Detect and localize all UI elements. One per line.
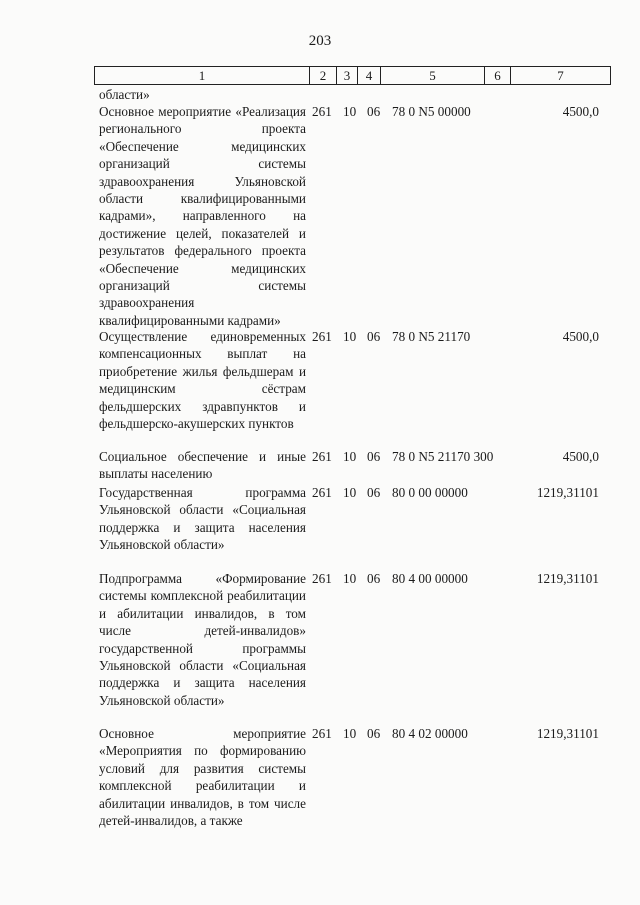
table-header	[94, 66, 611, 85]
row-code-3: 10	[343, 449, 357, 464]
row-description: Государственная программа Ульяновской области «Социальная поддержка и защита населения Ульяновской области»	[99, 485, 306, 553]
row-code-3: 10	[343, 329, 357, 344]
row-amount: 1219,31101	[536, 485, 599, 500]
row-description: Социальное обеспечение и иные выплаты населению	[99, 449, 306, 482]
row-code-4: 06	[367, 726, 381, 741]
row-code-2: 261	[312, 726, 332, 741]
header-col-7: 7	[510, 67, 610, 84]
row-amount: 1219,31101	[536, 726, 599, 741]
row-code-5: 80 4 02 00000	[392, 726, 468, 741]
row-code-2: 261	[312, 329, 332, 344]
page-number: 203	[308, 33, 332, 49]
row-amount: 4500,0	[562, 104, 599, 119]
header-col-3: 3	[336, 67, 357, 84]
row-description: Осуществление единовременных компенсационных выплат на приобретение жилья фельдшерам и медицинским сёстрам фельдшерских здравпунктов и фельдшерско-акушерских пунктов	[99, 329, 306, 432]
row-code-2: 261	[312, 449, 332, 464]
row-code-5: 80 0 00 00000	[392, 485, 468, 500]
row-code-3: 10	[343, 571, 357, 586]
row-code-2: 261	[312, 571, 332, 586]
row-description: Основное мероприятие «Мероприятия по формированию условий для развития системы комплексной реабилитации и абилитации инвалидов, в том числе детей-инвалидов, а также	[99, 726, 306, 829]
row-amount: 1219,31101	[536, 571, 599, 586]
row-code-2: 261	[312, 485, 332, 500]
header-col-4: 4	[357, 67, 380, 84]
row-amount: 4500,0	[562, 449, 599, 464]
row-code-4: 06	[367, 329, 381, 344]
header-col-6: 6	[484, 67, 510, 84]
header-col-1: 1	[198, 68, 206, 83]
row-amount: 4500,0	[562, 329, 599, 344]
row-code-5: 78 0 N5 21170 300	[392, 449, 494, 464]
header-col-2: 2	[309, 67, 336, 84]
row-code-5: 78 0 N5 00000	[392, 104, 471, 119]
row-code-5: 78 0 N5 21170	[392, 329, 471, 344]
row-code-4: 06	[367, 104, 381, 119]
row-description: Основное мероприятие «Реализация регионального проекта «Обеспечение медицинских организаций системы здравоохранения Ульяновской области квалифицированными кадрами», направленного на достижение целей, показателей и результатов федерального проекта «Обеспечение медицинских организаций системы здравоохранения квалифицированными кадрами»	[99, 104, 306, 328]
row-code-3: 10	[343, 726, 357, 741]
row-code-4: 06	[367, 449, 381, 464]
row-code-3: 10	[343, 104, 357, 119]
row-code-4: 06	[367, 571, 381, 586]
row-code-3: 10	[343, 485, 357, 500]
row-code-4: 06	[367, 485, 381, 500]
header-col-5: 5	[380, 67, 484, 84]
row-description: Подпрограмма «Формирование системы комплексной реабилитации и абилитации инвалидов, в том числе детей-инвалидов» государственной программы Ульяновской области «Социальная поддержка и защита населения Ульяновской области»	[99, 571, 306, 708]
row-code-5: 80 4 00 00000	[392, 571, 468, 586]
row-code-2: 261	[312, 104, 332, 119]
row-description: области»	[99, 87, 150, 102]
